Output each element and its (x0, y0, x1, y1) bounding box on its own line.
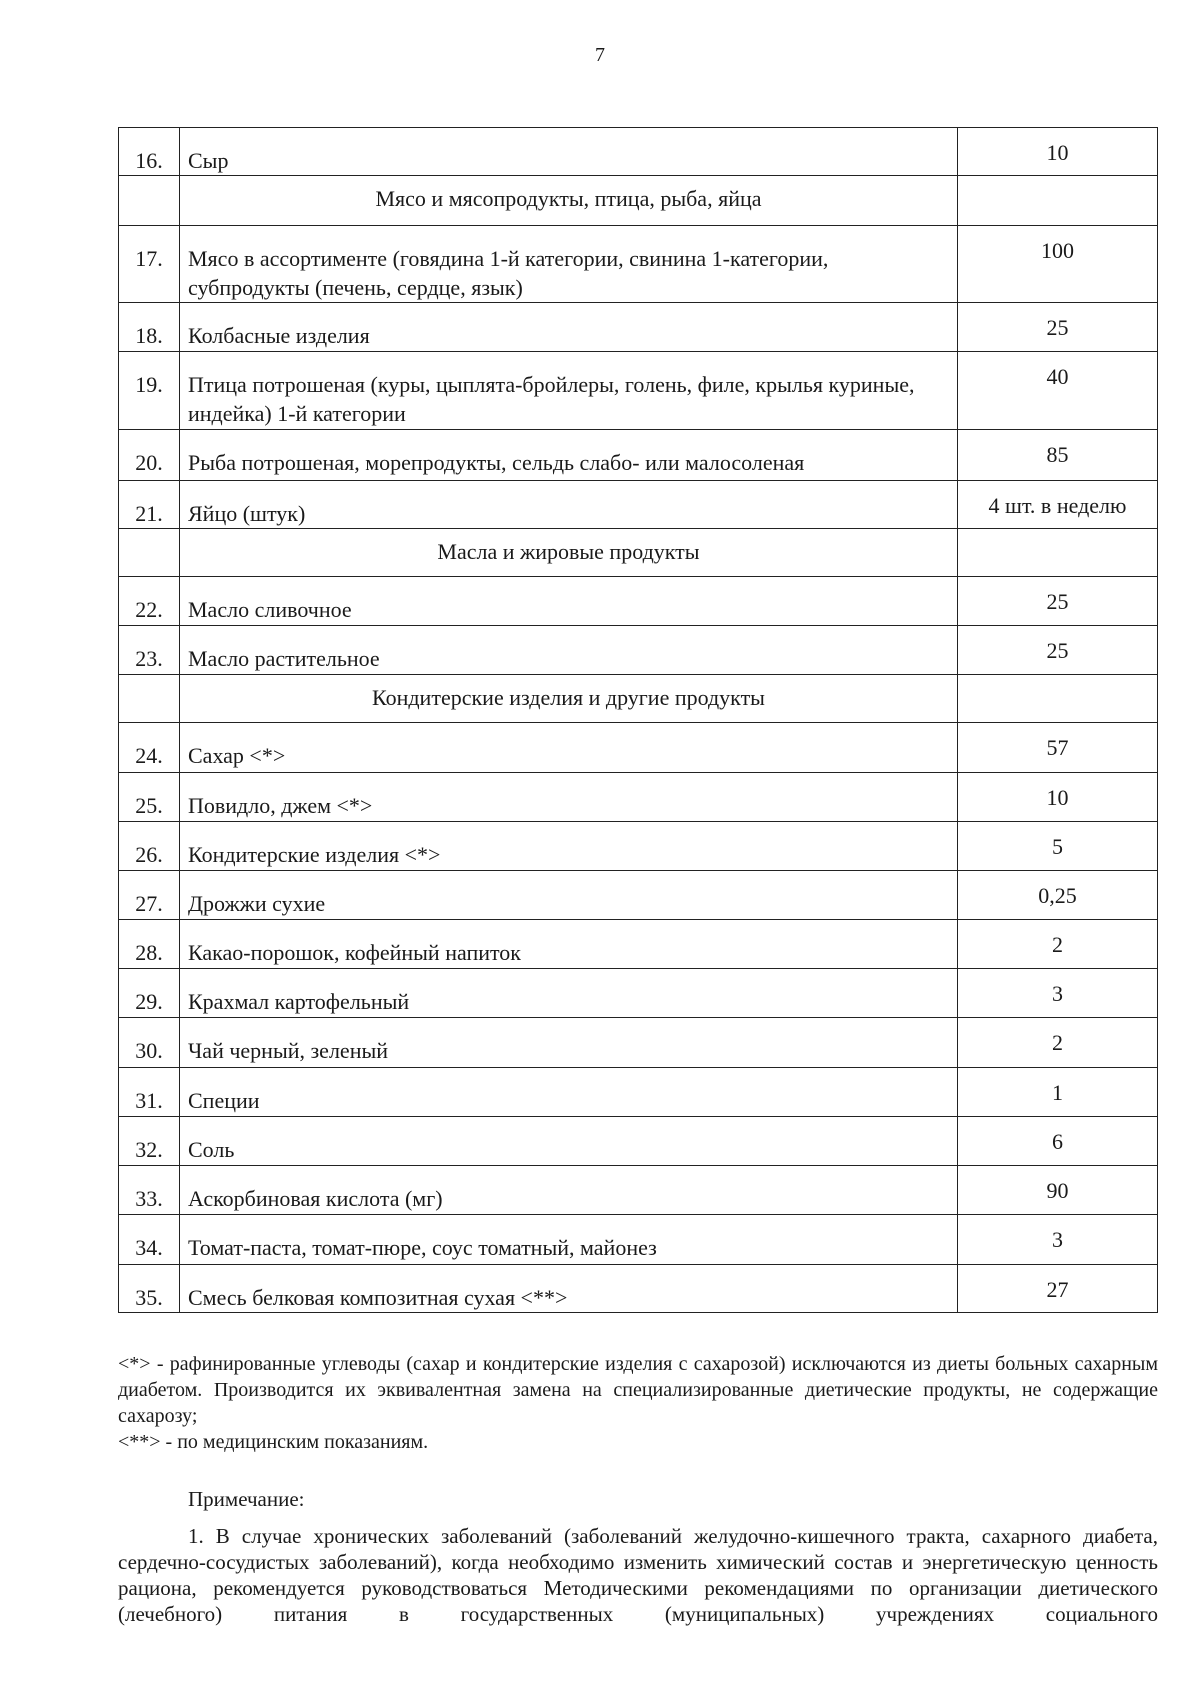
ration-table (118, 127, 1158, 1313)
table-row (119, 626, 1158, 675)
row-number: 26. (119, 822, 180, 871)
product-name: Масло сливочное (180, 577, 958, 626)
note-text: 1. В случае хронических заболеваний (заболеваний желудочно-кишечного тракта, сахарного диабета, сердечно-сосудистых заболеваний), когда необходимо изменить химический состав и энергетическую ценность рациона, рекомендуется руководствоваться Методическими рекомендациями по организации диетического (лечебного) питания в государственных (муниципальных) учреждениях социального (118, 1524, 1158, 1626)
product-quantity: 6 (958, 1117, 1158, 1166)
table-row (119, 822, 1158, 871)
product-name: Мясо в ассортименте (говядина 1-й категории, свинина 1-категории, субпродукты (печень, сердце, язык) (180, 226, 958, 303)
product-name: Крахмал картофельный (180, 969, 958, 1018)
product-quantity: 3 (958, 1215, 1158, 1265)
section-title: Кондитерские изделия и другие продукты (180, 675, 958, 723)
table-row (119, 1018, 1158, 1068)
section-num-cell (119, 675, 180, 723)
product-quantity: 40 (958, 352, 1158, 430)
product-name: Чай черный, зеленый (180, 1018, 958, 1068)
product-name: Повидло, джем <*> (180, 773, 958, 822)
table-row (119, 723, 1158, 773)
product-name: Томат-паста, томат-пюре, соус томатный, майонез (180, 1215, 958, 1265)
product-quantity: 25 (958, 626, 1158, 675)
row-number: 25. (119, 773, 180, 822)
table-row (119, 1215, 1158, 1265)
product-name: Сахар <*> (180, 723, 958, 773)
product-quantity: 90 (958, 1166, 1158, 1215)
row-number: 27. (119, 871, 180, 920)
product-name: Колбасные изделия (180, 303, 958, 352)
product-quantity: 4 шт. в неделю (958, 481, 1158, 529)
row-number: 29. (119, 969, 180, 1018)
note-title: Примечание: (188, 1487, 305, 1511)
row-number: 17. (119, 226, 180, 303)
product-quantity: 0,25 (958, 871, 1158, 920)
section-header-row (119, 529, 1158, 577)
ration-table-body (119, 128, 1158, 1313)
product-quantity: 25 (958, 577, 1158, 626)
product-name: Соль (180, 1117, 958, 1166)
product-name: Яйцо (штук) (180, 481, 958, 529)
footnotes (118, 1351, 1158, 1455)
product-name: Птица потрошеная (куры, цыплята-бройлеры, голень, филе, крылья куриные, индейка) 1-й категории (180, 352, 958, 430)
product-name: Сыр (180, 128, 958, 176)
product-quantity: 1 (958, 1068, 1158, 1117)
product-name: Кондитерские изделия <*> (180, 822, 958, 871)
table-row (119, 128, 1158, 176)
table-row (119, 1068, 1158, 1117)
table-row (119, 303, 1158, 352)
footnote-single-asterisk: <*> - рафинированные углеводы (сахар и кондитерские изделия с сахарозой) исключаются из диеты больных сахарным диабетом. Производится их эквивалентная замена на специализированные диетические продукты, не содержащие сахарозу; (118, 1353, 1158, 1427)
section-title: Мясо и мясопродукты, птица, рыба, яйца (180, 176, 958, 226)
row-number: 19. (119, 352, 180, 430)
row-number: 31. (119, 1068, 180, 1117)
product-quantity: 2 (958, 920, 1158, 969)
product-quantity: 3 (958, 969, 1158, 1018)
product-name: Специи (180, 1068, 958, 1117)
section-title: Масла и жировые продукты (180, 529, 958, 577)
product-quantity: 25 (958, 303, 1158, 352)
page-number: 7 (595, 44, 605, 66)
table-row (119, 226, 1158, 303)
product-quantity: 27 (958, 1265, 1158, 1313)
table-row (119, 430, 1158, 481)
row-number: 23. (119, 626, 180, 675)
section-header-row (119, 675, 1158, 723)
product-name: Рыба потрошеная, морепродукты, сельдь слабо- или малосоленая (180, 430, 958, 481)
footnote-double-asterisk: <**> - по медицинским показаниям. (118, 1431, 429, 1453)
product-name: Дрожжи сухие (180, 871, 958, 920)
table-row (119, 1265, 1158, 1313)
row-number: 28. (119, 920, 180, 969)
table-row (119, 1166, 1158, 1215)
section-num-cell (119, 529, 180, 577)
section-num-cell (119, 176, 180, 226)
product-quantity: 5 (958, 822, 1158, 871)
table-row (119, 481, 1158, 529)
section-qty-cell (958, 529, 1158, 577)
row-number: 24. (119, 723, 180, 773)
row-number: 20. (119, 430, 180, 481)
product-quantity: 85 (958, 430, 1158, 481)
product-name: Смесь белковая композитная сухая <**> (180, 1265, 958, 1313)
product-name: Масло растительное (180, 626, 958, 675)
table-row (119, 871, 1158, 920)
row-number: 35. (119, 1265, 180, 1313)
product-quantity: 10 (958, 128, 1158, 176)
table-row (119, 773, 1158, 822)
row-number: 30. (119, 1018, 180, 1068)
table-row (119, 969, 1158, 1018)
row-number: 32. (119, 1117, 180, 1166)
product-name: Какао-порошок, кофейный напиток (180, 920, 958, 969)
section-qty-cell (958, 675, 1158, 723)
section-header-row (119, 176, 1158, 226)
row-number: 18. (119, 303, 180, 352)
row-number: 33. (119, 1166, 180, 1215)
product-name: Аскорбиновая кислота (мг) (180, 1166, 958, 1215)
product-quantity: 10 (958, 773, 1158, 822)
row-number: 21. (119, 481, 180, 529)
row-number: 16. (119, 128, 180, 176)
table-row (119, 577, 1158, 626)
product-quantity: 100 (958, 226, 1158, 303)
product-quantity: 2 (958, 1018, 1158, 1068)
product-quantity: 57 (958, 723, 1158, 773)
row-number: 34. (119, 1215, 180, 1265)
section-qty-cell (958, 176, 1158, 226)
table-row (119, 920, 1158, 969)
table-row (119, 352, 1158, 430)
row-number: 22. (119, 577, 180, 626)
table-row (119, 1117, 1158, 1166)
